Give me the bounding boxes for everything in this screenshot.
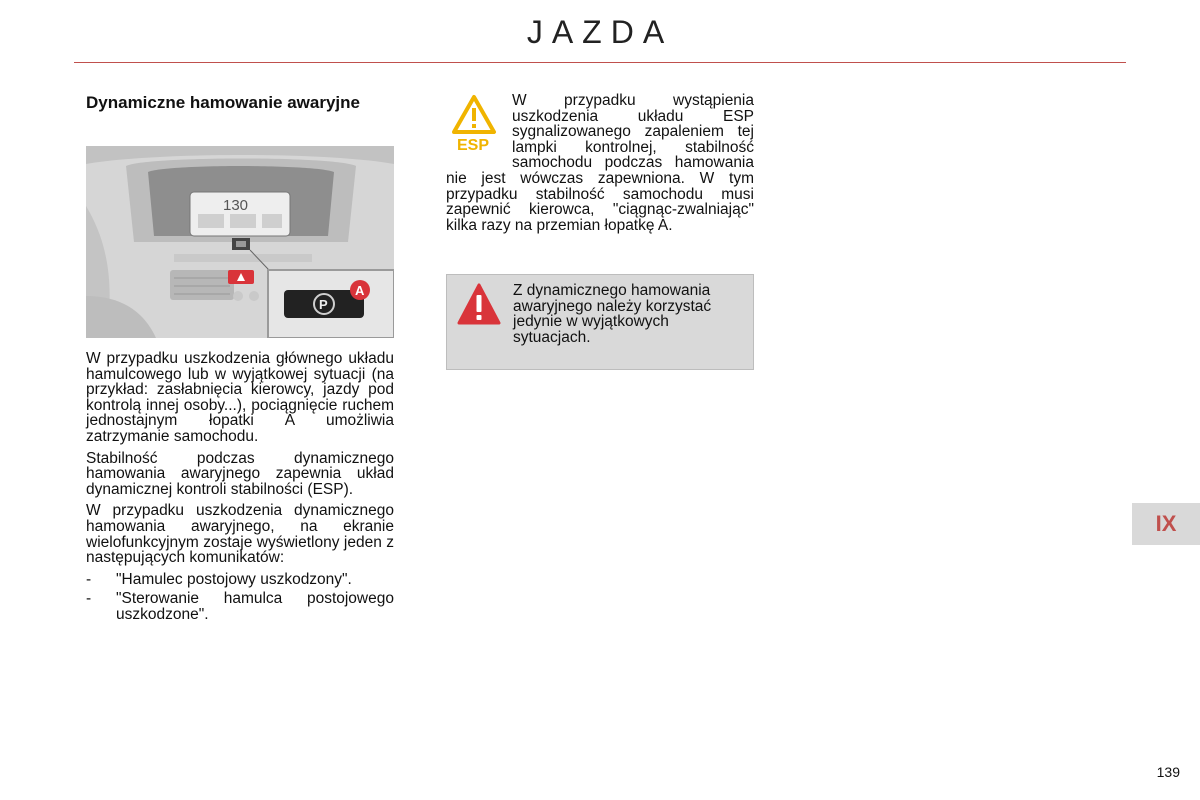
callout-a-label: A	[355, 283, 365, 298]
list-dash: -	[86, 570, 92, 588]
warning-text: Z dynamicznego hamowania awaryjnego należy korzystać jedynie w wyjątkowych sytuacjach.	[513, 282, 712, 346]
list-dash: -	[86, 590, 92, 608]
chapter-tab: IX	[1132, 503, 1200, 545]
esp-icon-label: ESP	[457, 137, 490, 154]
paragraph: Stabilność podczas dynamicznego hamowania awaryjnego zapewnia układ dynamicznej kontroli stabilności (ESP).	[86, 449, 394, 498]
list-item-text: "Sterowanie hamulca postojowego uszkodzone".	[116, 590, 394, 623]
speed-readout: 130	[223, 197, 249, 214]
header-divider	[74, 62, 1126, 63]
left-column-text	[86, 351, 394, 623]
esp-warning-icon	[448, 94, 500, 154]
warning-box	[446, 274, 754, 370]
page-title: JAZDA	[526, 14, 674, 50]
park-symbol: P	[319, 297, 328, 312]
list-item	[86, 591, 394, 622]
list-item-text: "Hamulec postojowy uszkodzony".	[116, 570, 352, 588]
section-heading: Dynamiczne hamowanie awaryjne	[86, 93, 360, 112]
dashboard-illustration	[86, 146, 394, 338]
warning-triangle-icon	[457, 283, 501, 327]
paragraph: W przypadku uszkodzenia dynamicznego hamowania awaryjnego, na ekranie wielofunkcyjnym zostaje wyświetlony jeden z następujących komunikatów:	[86, 502, 394, 567]
dashboard-drawing	[86, 146, 394, 338]
page-number: 139	[1156, 764, 1180, 780]
paragraph: W przypadku uszkodzenia głównego układu hamulcowego lub w wyjątkowej sytuacji (na przykład: zasłabnięcia kierowcy, jazdy pod kontrolą innej osoby...), pociągnięcie ruchem jednostajnym łopatki A umożliwia zatrzymanie samochodu.	[86, 350, 394, 445]
esp-note-text: W przypadku wystąpienia uszkodzenia układu ESP sygnalizowanego zapaleniem tej lampki kontrolnej, stabilność samochodu podczas hamowania nie jest wówczas zapewniona. W tym przypadku stabilność samochodu musi zapewnić kierowca, "ciągnąc-zwalniając" kilka razy na przemian łopatkę A.	[446, 92, 754, 234]
list-item	[86, 572, 394, 588]
